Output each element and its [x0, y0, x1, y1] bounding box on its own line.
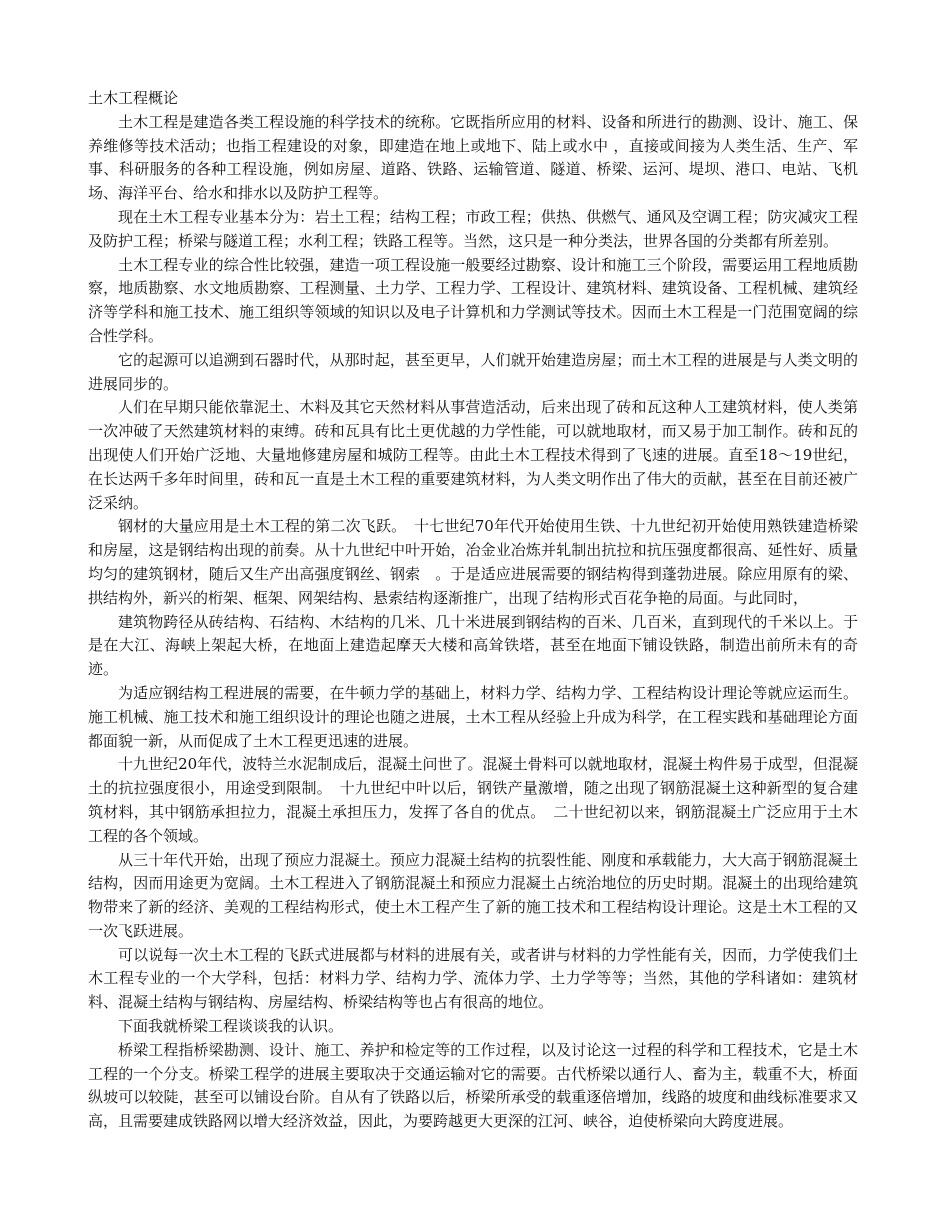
paragraph-prestressed: 从三十年代开始，出现了预应力混凝土。预应力混凝土结构的抗裂性能、刚度和承载能力，大大高于钢筋混凝土结构，因而用途更为宽阔。土木工程进入了钢筋混凝土和预应力混凝土占统治地位的历史时期。混凝土的出现给建筑物带来了新的经济、美观的工程结构形式，使土木工程产生了新的施工技术和工程结构设计理论。这是土木工程的又一次飞跃进展。 [88, 850, 858, 940]
document-body [88, 87, 858, 1134]
paragraph-concrete: 十九世纪20年代，波特兰水泥制成后，混凝土问世了。混凝土骨料可以就地取材，混凝土构件易于成型，但混凝土的抗拉强度很小，用途受到限制。 十九世纪中叶以后，钢铁产量激增，随之出现了钢筋混凝土这种新型的复合建筑材料，其中钢筋承担拉力，混凝土承担压力，发挥了各自的优点。 二十世纪初以来，钢筋混凝土广泛应用于土木工程的各个领域。 [88, 755, 858, 845]
document-title: 土木工程概论 [88, 89, 179, 107]
paragraph-materials: 可以说每一次土木工程的飞跃式进展都与材料的进展有关，或者讲与材料的力学性能有关，因而，力学使我们土木工程专业的一个大学科，包括：材料力学、结构力学、流体力学、土力学等等；当然，其他的学科诸如：建筑材料、混凝土结构与钢结构、房屋结构、桥梁结构等也占有很高的地位。 [88, 945, 858, 1012]
paragraph-classification: 现在土木工程专业基本分为：岩土工程；结构工程；市政工程；供热、供燃气、通风及空调工程；防灾减灾工程及防护工程；桥梁与隧道工程；水利工程；铁路工程等。当然，这只是一种分类法，世界各国的分类都有所差别。 [88, 207, 858, 250]
paragraph-brick-tile: 人们在早期只能依靠泥土、木料及其它天然材料从事营造活动，后来出现了砖和瓦这种人工建筑材料，使人类第一次冲破了天然建筑材料的束缚。砖和瓦具有比土更优越的力学性能，可以就地取材，而又易于加工制作。砖和瓦的出现使人们开始广泛地、大量地修建房屋和城防工程等。由此土木工程技术得到了飞速的进展。直至18～19世纪，在长达两千多年时间里，砖和瓦一直是土木工程的重要建筑材料，为人类文明作出了伟大的贡献，甚至在目前还被广泛采纳。 [88, 398, 858, 512]
paragraph-comprehensive: 土木工程专业的综合性比较强，建造一项工程设施一般要经过勘察、设计和施工三个阶段，需要运用工程地质勘察，地质勘察、水文地质勘察、工程测量、土力学、工程力学、工程设计、建筑材料、建筑设备、工程机械、建筑经济等学科和施工技术、施工组织等领域的知识以及电子计算机和力学测试等技术。因而土木工程是一门范围宽阔的综合性学科。 [88, 255, 858, 345]
paragraph-origin: 它的起源可以追溯到石器时代，从那时起，甚至更早，人们就开始建造房屋；而土木工程的进展是与人类文明的进展同步的。 [88, 350, 858, 393]
paragraph-bridge-engineering: 桥梁工程指桥梁勘测、设计、施工、养护和检定等的工作过程，以及讨论这一过程的科学和工程技术，它是土木工程的一个分支。桥梁工程学的进展主要取决于交通运输对它的需要。古代桥梁以通行人、畜为主，载重不大，桥面纵坡可以较陡，甚至可以铺设台阶。自从有了铁路以后，桥梁所承受的载重逐倍增加，线路的坡度和曲线标准要求又高，且需要建成铁路网以增大经济效益，因此，为要跨越更大更深的江河、峡谷，迫使桥梁向大跨度进展。 [88, 1040, 858, 1131]
paragraph-steel: 钢材的大量应用是土木工程的第二次飞跃。 十七世纪70年代开始使用生铁、十九世纪初开始使用熟铁建造桥梁和房屋，这是钢结构出现的前奏。从十九世纪中叶开始，冶金业冶炼并轧制出抗拉和抗压强度都很高、延性好、质量均匀的建筑钢材，随后又生产出高强度钢丝、钢索 。于是适应进展需要的钢结构得到蓬勃进展。除应用原有的梁、拱结构外，新兴的桁架、框架、网架结构、悬索结构逐渐推广，出现了结构形式百花争艳的局面。与此同时， [88, 517, 858, 607]
paragraph-span: 建筑物跨径从砖结构、石结构、木结构的几米、几十米进展到钢结构的百米、几百米，直到现代的千米以上。于是在大江、海峡上架起大桥，在地面上建造起摩天大楼和高耸铁塔，甚至在地面下铺设铁路，制造出前所未有的奇迹。 [88, 612, 858, 679]
paragraph-bridge-intro: 下面我就桥梁工程谈谈我的认识。 [118, 1017, 344, 1036]
paragraph-mechanics: 为适应钢结构工程进展的需要，在牛顿力学的基础上，材料力学、结构力学、工程结构设计理论等就应运而生。施工机械、施工技术和施工组织设计的理论也随之进展，土木工程从经验上升成为科学，在工程实践和基础理论方面都面貌一新，从而促成了土木工程更迅速的进展。 [88, 683, 858, 750]
paragraph-definition: 土木工程是建造各类工程设施的科学技术的统称。它既指所应用的材料、设备和所进行的勘测、设计、施工、保养维修等技术活动；也指工程建设的对象，即建造在地上或地下、陆上或水中 ，直接或间接为人类生活、生产、军事、科研服务的各种工程设施，例如房屋、道路、铁路、运输管道、隧道、桥梁、运河、堤坝、港口、电站、飞机场、海洋平台、给水和排水以及防护工程等。 [88, 112, 858, 203]
